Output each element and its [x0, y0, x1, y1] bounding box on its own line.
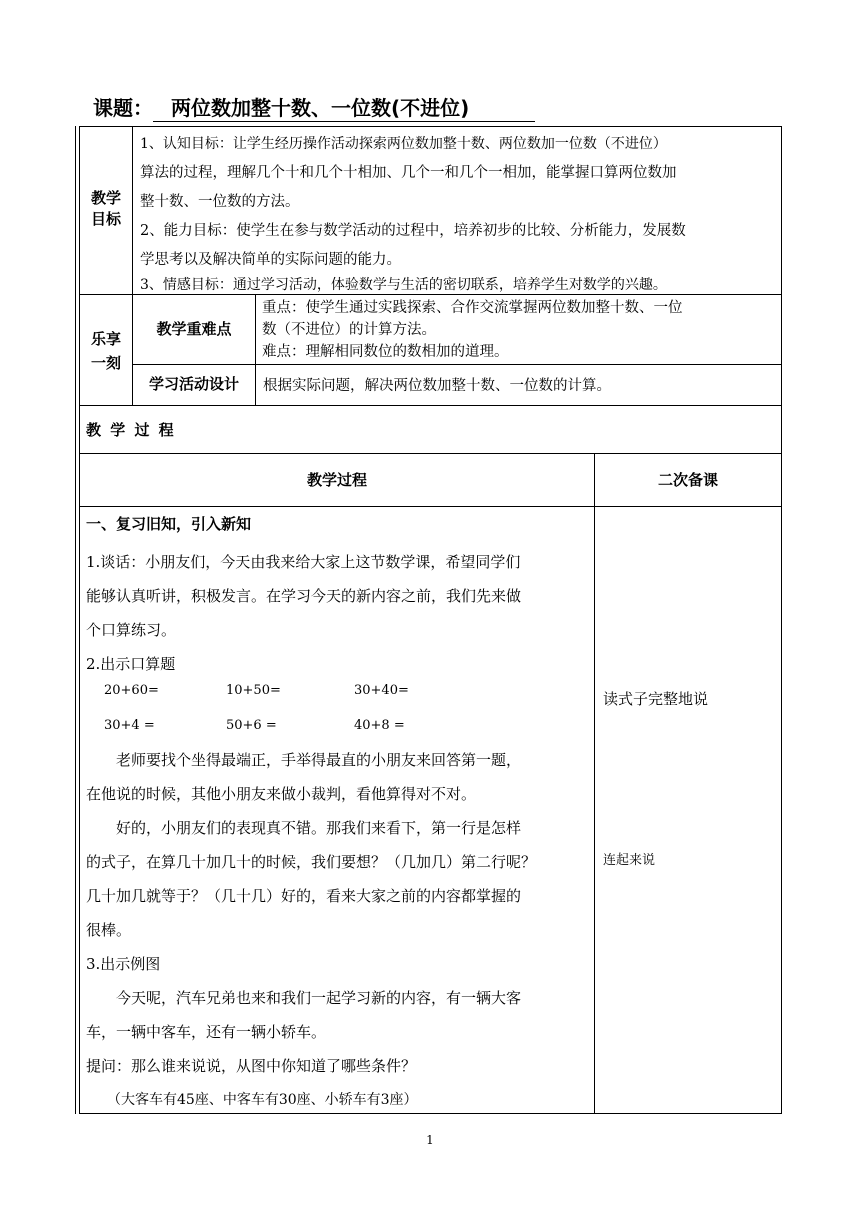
col-header-second-prep: 二次备课 [657, 471, 718, 489]
activity-design-text: 根据实际问题，解决两位数加整十数、一位数的计算。 [263, 378, 611, 394]
process-line: 几十加几就等于？（几十几）好的，看来大家之前的内容都掌握的 [86, 887, 522, 905]
oral-item: 30+4 = [104, 718, 155, 733]
section-title: 一、复习旧知，引入新知 [86, 515, 252, 533]
process-lines [86, 545, 521, 681]
lexiang-label-line1: 乐享 [90, 330, 121, 348]
page-number: 1 [426, 1133, 434, 1147]
key-points-text [262, 297, 683, 363]
process-header-line [79, 506, 782, 507]
oral-item: 10+50= [226, 683, 281, 698]
oral-item: 20+60= [104, 683, 159, 698]
lesson-title [93, 92, 535, 122]
key-points-line: 难点：理解相同数位的数相加的道理。 [262, 344, 509, 360]
process-line: 很棒。 [86, 921, 132, 939]
process-line: 今天呢，汽车兄弟也来和我们一起学习新的内容，有一辆大客 [86, 989, 522, 1007]
lexiang-bottom-line [79, 405, 782, 406]
key-points-line: 重点：使学生通过实践探索、合作交流掌握两位数加整十数、一位 [262, 300, 683, 316]
oral-item: 40+8 = [354, 718, 405, 733]
note-read-expression: 读式子完整地说 [603, 690, 709, 708]
process-line: 个口算练习。 [86, 621, 177, 639]
oral-item: 30+40= [354, 683, 409, 698]
objective-line: 算法的过程，理解几个十和几个十相加、几个一和几个一相加，能掌握口算两位数加 [140, 165, 677, 181]
title-label: 课题： [93, 96, 153, 120]
process-line: 2.出示口算题 [86, 655, 176, 673]
process-col-divider [594, 453, 595, 1114]
process-heading: 教 学 过 程 [86, 421, 176, 439]
process-line: 的式子，在算几十加几十的时候，我们要想？（几加几）第二行呢？ [86, 853, 537, 871]
objective-line: 1、认知目标：让学生经历操作活动探索两位数加整十数、两位数加一位数（不进位） [140, 136, 667, 152]
objective-line: 3、情感目标：通过学习活动，体验数学与生活的密切联系，培养学生对数学的兴趣。 [140, 277, 667, 293]
activity-design-label: 学习活动设计 [148, 375, 239, 393]
process-line: 老师要找个坐得最端正，手举得最直的小朋友来回答第一题， [86, 751, 522, 769]
objectives-label-line2: 目标 [90, 210, 121, 228]
objective-line: 2、能力目标：使学生在参与数学活动的过程中，培养初步的比较、分析能力，发展数 [140, 223, 686, 239]
objectives-text [140, 130, 780, 295]
objectives-label-line1: 教学 [90, 189, 121, 207]
process-line: 在他说的时候，其他小朋友来做小裁判，看他算得对不对。 [86, 785, 477, 803]
objective-line: 学思考以及解决简单的实际问题的能力。 [140, 252, 401, 268]
key-points-label: 教学重难点 [156, 320, 232, 338]
lexiang-inner-divider [255, 294, 256, 405]
col-header-process: 教学过程 [306, 471, 367, 489]
process-line: 能够认真听讲，积极发言。在学习今天的新内容之前，我们先来做 [86, 587, 522, 605]
note-connect: 连起来说 [603, 853, 656, 868]
lexiang-mid-line [132, 364, 782, 365]
process-line: 提问：那么谁来说说，从图中你知道了哪些条件？ [86, 1057, 417, 1075]
process-line: 车，一辆中客车，还有一辆小轿车。 [86, 1023, 327, 1041]
process-line: 3.出示例图 [86, 955, 161, 973]
lexiang-label-line2: 一刻 [90, 354, 121, 372]
lexiang-label [80, 327, 132, 375]
objectives-label [80, 188, 132, 230]
process-lines-2 [86, 743, 536, 1117]
process-line: 1.谈话：小朋友们，今天由我来给大家上这节数学课，希望同学们 [86, 553, 521, 571]
objective-line: 整十数、一位数的方法。 [140, 194, 300, 210]
process-heading-line [79, 453, 782, 454]
process-line: 好的，小朋友们的表现真不错。那我们来看下，第一行是怎样 [86, 819, 522, 837]
table-border-inner [75, 126, 76, 1114]
title-topic: 两位数加整十数、一位数(不进位) [153, 92, 535, 122]
key-points-line: 数（不进位）的计算方法。 [262, 322, 436, 338]
process-line: （大客车有45座、中客车有30座、小轿车有3座） [86, 1092, 418, 1108]
oral-item: 50+6 = [226, 718, 277, 733]
